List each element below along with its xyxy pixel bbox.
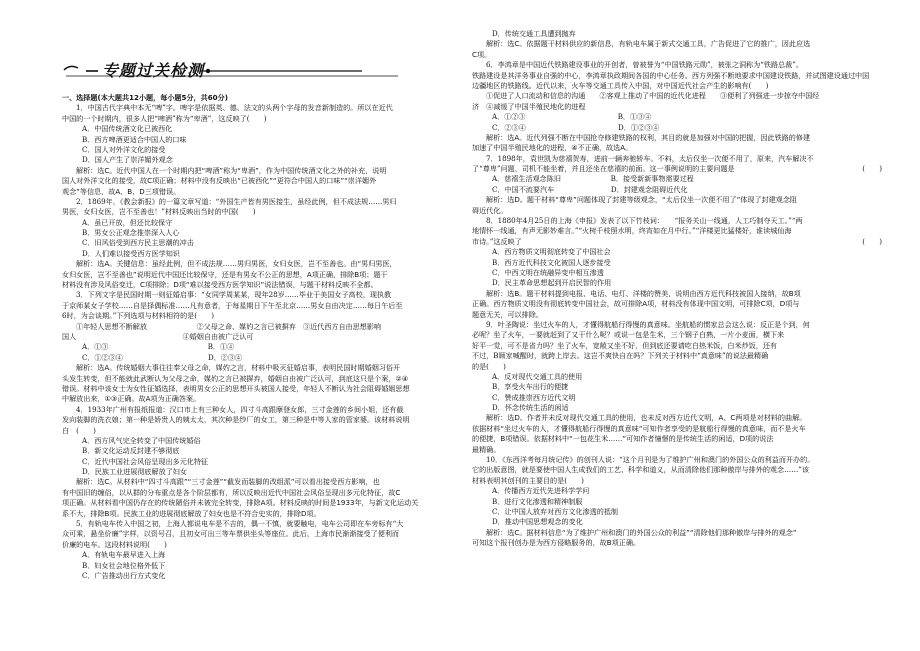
text-line: [472, 102, 882, 112]
line-text: 边疆地区的铁路线。近代以来，火车等交通工具传入中国，对中国近代社会产生的影响有( ): [472, 80, 769, 90]
text-line: [472, 362, 882, 372]
text-line: [472, 133, 882, 143]
line-text: 于京师某女子学校……自是择偶标准……凡有意者，于每星期日下午至北京……男女自由决定……每日午后至: [62, 300, 403, 310]
text-line: [472, 424, 882, 434]
text-line: [62, 197, 472, 207]
line-text: 9．叶圣陶说：坐过火车的人，才懂得航船行得慢的真意味。坐航船的惯家总会这么说：反正是个到，何: [486, 319, 810, 329]
line-text: D．民主革命思想起到开启民智的作用: [492, 278, 612, 288]
line-text: D．国人产生了崇洋媚外观念: [82, 155, 173, 165]
line-text: 好平一觉，可不是省力吗？坐了火车，宽敞又坐不好，但到底还要请吃白热米饭，白米炒饭，还有: [472, 340, 778, 350]
text-line: [472, 465, 882, 475]
line-text: B．进行文化渗透和精神制服: [492, 496, 583, 506]
line-text: 项正确。从材料看中国仍存在的传统陋俗并未被完全转变，排除A项。材料反映的时间是1933年，与新文化运动关: [62, 498, 419, 508]
text-line: [62, 280, 472, 290]
text-line: [62, 322, 472, 332]
text-line: [62, 467, 472, 477]
text-line: [62, 426, 472, 436]
line-text: A．反对现代交通工具的使用: [492, 371, 583, 381]
text-line: [472, 154, 882, 164]
text-line: [472, 258, 882, 268]
text-line: [472, 517, 882, 527]
section-header: [62, 56, 402, 86]
line-text: 正确。西方物质文明没有彻底转变中国社会，故可排除A项，材料没有体现中国文明，可排除C项，D项与: [472, 299, 800, 309]
text-line: [62, 124, 472, 134]
text-line: [62, 394, 472, 404]
text-line: [472, 403, 882, 413]
text-line: [62, 561, 472, 571]
line-text: ①年轻人思想不断解放 ②父母之命、媒妁之言已被摒弃 ③近代西方自由思想影响: [76, 321, 382, 331]
line-text: 5．有轨电车传入中国之初，上海人都说电车是不吉的，偶一不慎，就要触电，电车公司即在车旁标有“大: [76, 519, 404, 529]
line-text: A．虽已开放，但还比较保守: [82, 217, 173, 227]
text-line: [62, 529, 472, 539]
line-text: 头发生转变，但不能就此武断认为父母之命，媒妁之言已被摒弃，婚姻自由被广泛认可，到底这只是个案，②④: [62, 373, 409, 383]
line-text: C．让中国人放弃对西方文化渗透的抵制: [492, 506, 619, 516]
text-line: [472, 341, 882, 351]
line-text: 7．1898年，袁世凯为慈禧贺寿，进前一辆奔驰轿车。不料，太后仅坐一次便不用了，原来，汽车解决不: [486, 153, 814, 163]
line-text: 观念”等信息，故A、B、D三项错误。: [62, 186, 181, 196]
text-line: [62, 103, 472, 113]
line-text: 白 ( ): [62, 425, 96, 435]
line-text: ①促进了人口流动和信息的沟通 ②客观上推动了中国的近代化进程 ③便利了列强进一步掠夺中国经: [486, 91, 820, 101]
text-line: [62, 457, 472, 467]
line-text: A．西方物质文明彻底转变了中国社会: [492, 247, 611, 257]
line-text: 发向装脚的洗衣娘；第一种是娇贵人的姨太太，其次种是纱厂的女工，第三种是中等人家的管家婆。该材料说明: [62, 415, 410, 425]
line-text: 解析：选C。据材料信息“为了维护广州和澳门的外国公众的利益”“清除他们那种傲岸与排外的观念”: [486, 527, 797, 537]
line-text: 男医，女归女医，岂不至善也！”材料反映出当时的中国( ): [62, 207, 256, 217]
text-line: [62, 540, 472, 550]
text-line: [472, 528, 882, 538]
line-text: C．旧风俗受到西方民主思潮的冲击: [82, 238, 194, 248]
text-line: [62, 238, 472, 248]
line-text: 1．中国古代字典中本无“啤”字。啤字是依据英、德、法文的头两个字母的发音新制造的。所以在近代: [76, 103, 393, 113]
line-text: 的便捷，B项错误。依据材料中“一包花生米……”可知作者憧憬的是传统生活的闲适，D项的说法: [472, 434, 774, 444]
text-line: [472, 164, 882, 174]
line-text: 解析：选C。依据题干材料供应的新信息，有轨电车属于新式交通工具，广告促进了它的推广，因此应选: [486, 39, 811, 49]
line-text: 解析：选D。作者并未反对现代交通工具的使用，也未反对西方近代文明，A、C两项是对材料的曲解。: [486, 413, 807, 423]
line-text: B．享受火车出行的便捷: [492, 382, 569, 392]
line-text: 铁路建设是其洋务事业自强的中心，李鸿章执政期间各国的中心任务。西方列强不断地要求中国建设铁路，并试图建设通过中国: [472, 70, 870, 80]
text-line: [62, 405, 472, 415]
line-text: 6时，为会谈期。”下列选项与材料相符的是( ): [62, 311, 214, 321]
text-line: [472, 413, 882, 423]
text-line: [62, 488, 472, 498]
line-text: 材料没有涉及风俗变迁，C项排除；D项“难以接受西方医学知识”说法错误，与题干材料反映不全都。: [62, 280, 378, 290]
text-line: [472, 289, 882, 299]
text-line: [472, 123, 882, 133]
text-line: [472, 60, 882, 70]
line-text: 依据材料“坐过火车的人，才懂得航船行得慢的真意味”可知作者享受的是航船行得慢的真意味，而不是火车: [472, 423, 806, 433]
line-text: C．赞成推崇西方近代文明: [492, 392, 576, 402]
line-text: A．中国传统酒文化已被西化: [82, 124, 173, 134]
text-line: [62, 166, 472, 176]
text-line: [62, 509, 472, 519]
line-text: A．①③ B．①④: [82, 342, 235, 352]
text-line: [62, 228, 472, 238]
text-line: [62, 145, 472, 155]
text-line: [62, 176, 472, 186]
line-text: 可知这个报刊创办是为西方侵略服务的，故B项正确。: [472, 538, 641, 548]
line-text: 地情怀一线通，有声无影妙难言。”“火树千枝照水明，终宵如在月中行。”“洋楼更比猛楼好，谁读城仙海: [472, 226, 792, 236]
page-title: 专题过关检测: [102, 61, 205, 80]
line-text: D．传统交通工具遭到抛弃: [492, 29, 576, 38]
text-line: [472, 247, 882, 257]
line-text: D．民族工业进展彻底解放了妇女: [82, 467, 187, 477]
line-text: C．中国不流要汽车 D．封建观念阻碍近代化: [492, 184, 688, 194]
text-line: [62, 415, 472, 425]
text-line: [472, 299, 882, 309]
text-line: [472, 507, 882, 517]
line-text: 的是( ): [472, 361, 506, 371]
text-line: [472, 278, 882, 288]
text-line: [472, 29, 882, 39]
text-line: [472, 382, 882, 392]
left-body: [62, 103, 472, 581]
text-line: [472, 330, 882, 340]
line-text: 国人 ④婚姻自由被广泛认可: [62, 331, 254, 341]
text-line: [62, 571, 472, 581]
text-line: [472, 393, 882, 403]
text-line: [62, 311, 472, 321]
line-text: 6．李鸿章是中国近代铁路建设事业的开创者，曾被誉为“中国铁路元勋”，被张之洞称为“铁路总裁”。: [486, 60, 803, 70]
line-text: 有中国旧的缠俗，以从群的分布重点是各个阶层都有，所以反映出近代中国社会风俗呈现出多元化特征，故C: [62, 487, 401, 497]
line-text: 解析：选A。关键信息：虽经此例，但不成法规……男归男医，女归女医，岂不至善也。由“男归男医，: [76, 259, 397, 269]
text-line: [472, 268, 882, 278]
line-text: 错误。材料中该女士为女性征婚选择，表明男女公正的思想开头被国人接受，年轻人不断认为社会阻碍婚姻思想: [62, 383, 410, 393]
line-text: C．②③④ D．①②③④: [492, 122, 660, 132]
text-line: [62, 498, 472, 508]
line-text: C．广告推动出行方式变化: [82, 570, 166, 580]
line-text: 10．《东西洋考每月统记传》的创刊人说：“这个月刊是为了维护广州和澳门的外国公众的利益而开办的。: [486, 455, 815, 465]
line-text: 国人对外洋文化的接受，故C项正确；材料中没有反映出“已被西化”“更符合中国人的口味”“崇洋媚外: [62, 176, 377, 186]
text-line: [472, 320, 882, 330]
text-line: [62, 187, 472, 197]
text-line: [62, 374, 472, 384]
text-line: [472, 434, 882, 444]
text-line: [62, 384, 472, 394]
right-column: [472, 29, 882, 549]
line-text: 它的出版意图，就是要使中国人生成我们的工艺、科学和道义，从而清除他们那种傲岸与排外的观念……”该: [472, 465, 810, 475]
line-text: 众可乘，悬坐价廉”字样，以资号召，且初女可出三等车票供坐头等座位。此后，上海市民渐渐接受了便利而: [62, 529, 400, 539]
text-line: [62, 436, 472, 446]
text-line: [62, 135, 472, 145]
text-line: [472, 174, 882, 184]
line-text: 3．下列文字是民国时期一则征婚启事：“女同学周某某，现年28岁……毕业于美国女子高校，现执教: [76, 290, 392, 300]
line-text: 济 ④减缓了中国半殖民地化的进程: [472, 101, 586, 111]
text-line: [62, 519, 472, 529]
line-text: B．男女公正观念推崇深入人心: [82, 228, 180, 238]
line-text: 8．1880年4月25日的上海《申报》发表了以下竹枝词： “报务关山一线通，人工巧制夺天工。”“两: [486, 216, 803, 226]
line-text: B．西方近代科技文化被国人逐步接受: [492, 257, 611, 267]
text-line: [472, 195, 882, 205]
line-text: 加速了中国半殖民地化的进程，④不正确，故选A。: [472, 143, 633, 153]
text-line: [472, 226, 882, 236]
line-text: 最精确。: [472, 444, 501, 454]
text-line: [472, 497, 882, 507]
answer-bracket: ( ): [862, 236, 882, 246]
text-line: [62, 363, 472, 373]
line-text: C．国人对外洋文化的接受: [82, 144, 166, 154]
text-line: [472, 143, 882, 153]
text-line: [62, 249, 472, 259]
text-line: [62, 290, 472, 300]
text-line: [472, 216, 882, 226]
right-body: [472, 29, 882, 549]
section-heading: 一、选择题(本大题共12小题，每小题5分，共60分): [62, 93, 228, 102]
line-text: A．有轨电车最早进入上海: [82, 550, 166, 560]
text-line: [472, 445, 882, 455]
line-text: 中解放出来，①③正确。故A项为正确答案。: [62, 394, 201, 404]
text-line: [62, 155, 472, 165]
text-line: [472, 538, 882, 548]
text-line: [62, 477, 472, 487]
text-line: [62, 550, 472, 560]
line-text: 解析：选C。近代中国人在一个时期内把“啤酒”称为“卑酒”，作为中国传统酒文化之外的补充，说明: [76, 165, 387, 175]
text-line: [472, 351, 882, 361]
text-line: [472, 237, 882, 247]
line-text: C项。: [472, 49, 492, 59]
text-line: [472, 486, 882, 496]
text-line: [472, 476, 882, 486]
line-text: B．妇女社会地位格外低下: [82, 560, 166, 570]
line-text: 解析：选D。题干材料“尊卑”问题体现了封建等级观念，“太后仅坐一次便不用了”体现了封建观念阻: [486, 195, 798, 205]
line-text: 不过，B顾家喊醒时，就跨上岸去。这岂不爽快自在吗？下列关于材料中“真意味”的说法最精确: [472, 351, 769, 361]
text-line: [472, 71, 882, 81]
text-line: [472, 50, 882, 60]
text-line: [62, 259, 472, 269]
text-line: [62, 270, 472, 280]
line-text: 市诗。”这反映了: [472, 236, 522, 246]
line-text: 价廉的电车。这段材料说明( ): [62, 539, 167, 549]
text-line: [62, 353, 472, 363]
line-text: 了“尊卑”问题，司机不能坐着，并且还坐在慈禧的前面。这一事例说明的主要问题是: [472, 164, 735, 174]
line-text: B．新文化运动反封建不够彻底: [82, 446, 180, 456]
line-text: 题意无关，可以排除。: [472, 309, 543, 319]
line-text: A．慈禧生活观念陈旧 B．接受新新事物需要过程: [492, 174, 694, 184]
line-text: A．西方风气完全转变了中国传统婚俗: [82, 435, 201, 445]
line-text: C．中西文明在统融异变中相互渗透: [492, 267, 604, 277]
text-line: [62, 207, 472, 217]
line-text: B．西方啤酒更适合中国人的口味: [82, 134, 187, 144]
line-text: A．传播西方近代先进科学学问: [492, 486, 590, 496]
text-line: [62, 114, 472, 124]
text-line: [472, 185, 882, 195]
text-line: [62, 218, 472, 228]
left-column: [62, 93, 472, 581]
line-text: D．怀念传统生活的闲适: [492, 403, 569, 413]
text-line: [62, 332, 472, 342]
line-text: 系不大，排除B项。民族工业的进展彻底解放了妇女也是不符合史实的，排除D项。: [62, 508, 321, 518]
line-text: 必呢？坐了火车，一要就赶到了又干什么呢？或说一包是生米，三个钢子白熟，一片小麦面，横下来: [472, 330, 785, 340]
line-text: 2．1869年，《教会新报》的一篇文章写道：“外国生产皆有男医接生，虽经此例，但不成法规……男归: [76, 196, 397, 206]
line-text: 4．1933年广州有报纸报道：汉口市上有三种女人，四寸斗高跟摩登女郎，三寸金莲的乡间小姐，还有截: [76, 404, 404, 414]
text-line: [472, 112, 882, 122]
line-text: 中国的一个时期内，很多人把“啤酒”称为“卑酒”，这反映了( ): [62, 113, 267, 123]
line-text: 解析：选B。题干材料提到电报、电话、电灯、洋楼的赞美，说明由西方近代科技被国人接纳，故B项: [486, 288, 801, 298]
line-text: 解析：选C。从材料中“四寸斗高跟”“三寸金莲”“截发而装脚的改组派”可以看出接受西方影响，也: [76, 477, 380, 487]
line-text: 材料表明其创刊的主要目的是( ): [472, 475, 584, 485]
line-text: D．人们难以接受西方医学知识: [82, 248, 180, 258]
text-line: [472, 372, 882, 382]
text-line: [472, 81, 882, 91]
line-text: 女归女医，岂不至善也”说明近代中国还比较保守，还是有男女不公正的思想，A项正确，排除B项；题干: [62, 269, 388, 279]
line-text: 碍近代化。: [472, 205, 508, 215]
answer-bracket: ( ): [862, 164, 882, 174]
text-line: [472, 91, 882, 101]
text-line: [472, 310, 882, 320]
text-line: [62, 446, 472, 456]
text-line: [62, 301, 472, 311]
text-line: [472, 455, 882, 465]
text-line: [62, 342, 472, 352]
text-line: [472, 206, 882, 216]
line-text: 解析：选A。传统婚姻大事往往奉父母之命，媒妁之言，材料中吸灭征婚启事，表明民国时期婚姻习俗开: [76, 363, 401, 373]
line-text: C．近代中国社会风俗呈现出多元化特征: [82, 456, 209, 466]
text-line: [472, 39, 882, 49]
line-text: 解析：选A。近代列强不断在中国抢夺修建铁路的权利，其目的就是加强对中国的把握，因此铁路的修建: [486, 132, 811, 142]
line-text: C．①②③④ D．②③④: [82, 352, 243, 362]
line-text: A．①②③ B．①③④: [492, 112, 652, 122]
line-text: D．推动中国思想观念的变化: [492, 517, 583, 527]
